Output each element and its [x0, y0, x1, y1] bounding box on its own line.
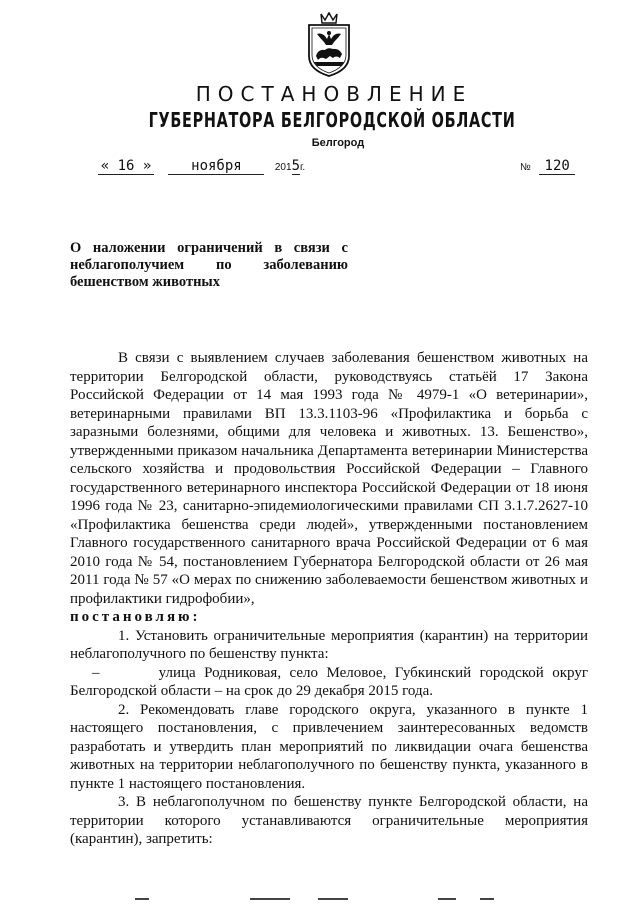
year-suffix: 5: [291, 158, 300, 174]
item-2: 2. Рекомендовать главе городского округа, указанного в пункте 1 настоящего постановления, с привлечением заинтересованных ведомств разработать и утвердить план мероприятий по ликвидации очага бешенства животных на территории неблагополучного по бешенству пункта, указанного в пункте 1 настоящего постановления.: [70, 701, 588, 792]
dash-marker: –: [92, 664, 100, 681]
number-label: №: [520, 162, 531, 173]
document-type-heading: ПОСТАНОВЛЕНИЕ: [195, 82, 473, 106]
subject-line-2: неблагополучием по заболеванию: [70, 257, 348, 273]
resolve-word: постановляю:: [70, 609, 201, 625]
item-1: 1. Установить ограничительные мероприятия (карантин) на территории неблагополучного по бешенству пункта:: [70, 627, 588, 662]
year-prefix: 201: [274, 162, 292, 173]
preamble-paragraph: [70, 349, 588, 627]
item-3: 3. В неблагополучном по бешенству пункте Белгородской области, на территории которого устанавливаются ограничительные мероприятия (карантин), запретить:: [70, 794, 588, 847]
year-mark: г.: [300, 162, 306, 173]
subject-line-1: О наложении ограничений в связи с: [70, 240, 348, 256]
item-1-subitem: [70, 664, 588, 701]
coat-of-arms-icon: [301, 12, 357, 78]
quote-close: »: [142, 158, 152, 174]
document-subject: [70, 240, 348, 291]
date-day-value: 16: [117, 158, 135, 174]
date-month: ноября: [168, 158, 264, 175]
document-number: [520, 158, 575, 175]
issuer-heading: ГУБЕРНАТОРА БЕЛГОРОДСКОЙ ОБЛАСТИ: [148, 108, 516, 132]
city-label: Белгород: [311, 137, 365, 149]
date-day: [98, 158, 154, 175]
item-1-subitem-text: улица Родниковая, село Меловое, Губкинский городской округ Белгородской области – на срок до 29 декабря 2015 года.: [70, 664, 588, 699]
cut-off-next-line: [0, 896, 640, 905]
number-value: 120: [539, 158, 575, 175]
preamble-text: В связи с выявлением случаев заболевания бешенством животных на территории Белгородской области, руководствуясь статьёй 17 Закона Российской Федерации от 14 мая 1993 года № 4979-1 «О ветеринарии», ветеринарными правилами ВП 13.3.1103-96 «Профилактика и борьба с заразными болезнями, общими для человека и животных. 13. Бешенство», утвержденными приказом начальника Департамента ветеринарии Министерства сельского хозяйства и продовольствия Российской Федерации – Главного государственного ветеринарного инспектора Российской Федерации от 18 июня 1996 года № 23, санитарно-эпидемиологическими правилами СП 3.1.7.2627-10 «Профилактика бешенства среди людей», утвержденными постановлением Главного государственного санитарного врача Российской Федерации от 6 мая 2010 года № 54, постановлением Губернатора Белгородской области от 26 мая 2011 года № 57 «О мерах по снижению заболеваемости бешенством животных и профилактики гидрофобии»,: [70, 350, 588, 607]
document-body: [70, 349, 588, 849]
date-field: [98, 158, 305, 175]
quote-open: «: [100, 158, 110, 174]
subject-line-3: бешенством животных: [70, 274, 220, 290]
